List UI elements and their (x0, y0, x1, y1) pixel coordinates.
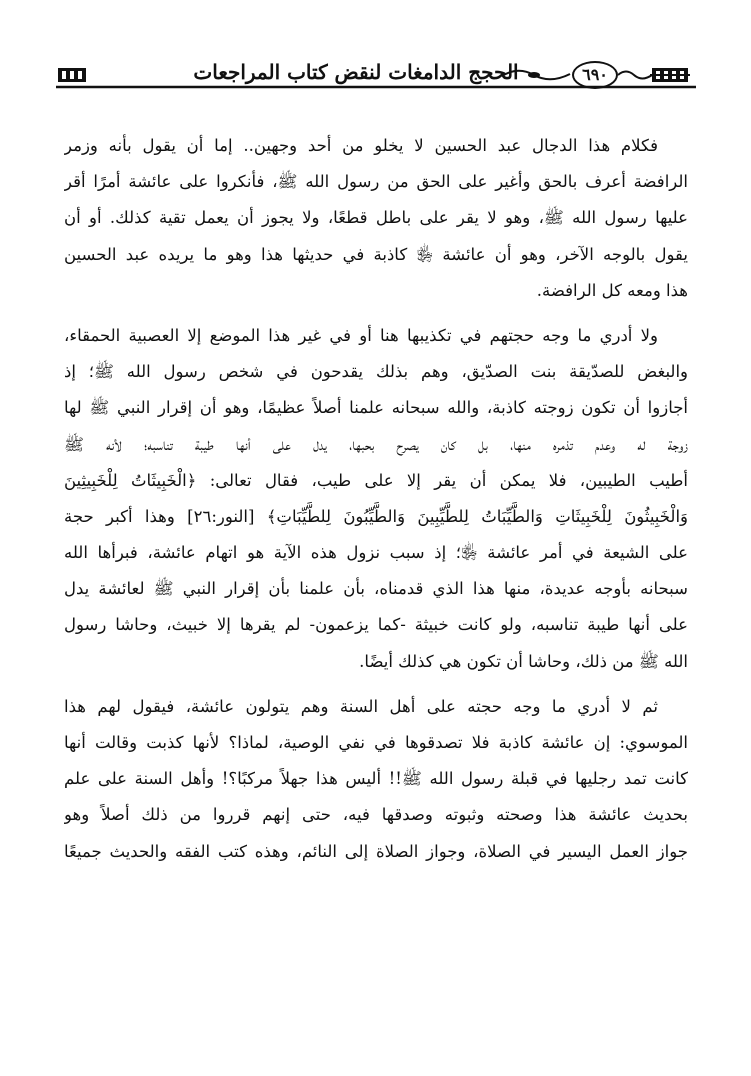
quran-verse-line: وَالْخَبِيثُونَ لِلْخَبِيثَاتِ وَالطَّيِّبَاتُ لِلطَّيِّبِينَ وَالطَّيِّبُونَ لِلطَّيِّبَاتِ﴾ [النور:٢٦] وهذا أكبر حجة (64, 506, 688, 526)
paragraph (64, 318, 688, 680)
paragraph (64, 128, 688, 309)
text-line: يقول بالوجه الآخر، وهو أن عائشة ﵂ كاذبة في حديثها هذا وهو ما يريده عبد الحسين (64, 244, 688, 264)
text-line: هذا ومعه كل الرافضة. (536, 280, 688, 300)
text-line: بحديث عائشة هذا وصحته وثبوته وصدقها فيه، حتى إنهم قرروا من ذلك أصلاً وهو (64, 805, 688, 825)
text-line: عليها رسول الله ﷺ، وهو لا يقر على باطل قطعًا، ولا يجوز أن يعمل تقية كذلك. أو أن (64, 208, 688, 228)
text-line: الموسوي: إن عائشة كاذبة فلا تصدقوها في نفي الوصية، لماذا؟ لأنها كذبت وقالت أنها (64, 733, 688, 752)
text-line: الرافضة أعرف بالحق وأغير على الحق من رسول الله ﷺ، فأنكروا على عائشة أمرًا أقر (64, 172, 688, 192)
paragraph (64, 689, 688, 870)
header-rule-right-icon (618, 66, 652, 84)
text-line: ثم لا أدري ما وجه حجته على أهل السنة وهم يتولون عائشة، فيقول لهم هذا (64, 696, 658, 716)
text-line: أطيب الطيبين، فلا يمكن أن يقر إلا على طيب، فقال تعالى: ﴿الْخَبِيثَاتُ لِلْخَبِيثِينَ (64, 470, 688, 490)
text-line: على الشيعة في أمر عائشة ﵂؛ إذ سبب نزول هذه الآية هو اتهام عائشة، فبرأها الله (64, 543, 688, 563)
page-number: ٦٩٠ (582, 65, 608, 84)
page-title: الحجج الدامغات لنقض كتاب المراجعات (193, 60, 519, 84)
text-line: الله ﷺ من ذلك، وحاشا أن تكون هي كذلك أيضًا. (359, 651, 688, 671)
page-body (64, 128, 688, 870)
text-line: كانت تمد رجليها في قبلة رسول الله ﷺ!! أليس هذا جهلاً مركبًا؟! وأهل السنة على علم (64, 769, 688, 789)
text-line: ولا أدري ما وجه حجتهم في تكذيبها هنا أو في غير هذا الموضع إلا العصبية الحمقاء، (64, 325, 658, 345)
header-underline-icon (56, 84, 696, 94)
text-line: أجازوا أن تكون زوجته كاذبة، والله سبحانه علمنا أصلاً عظيمًا، وهو أن إقرار النبي ﷺ لها (64, 398, 688, 418)
text-line: سبحانه بأوجه عديدة، منها هذا الذي قدمناه، بأن علمنا بأن إقرار النبي ﷺ لعائشة يدل (64, 579, 688, 599)
text-line: جواز العمل اليسير في الصلاة، وجواز الصلاة إلى النائم، وهذه كتب الفقه والحديث جميعًا (64, 841, 688, 861)
page-header (0, 0, 751, 100)
text-line: والبغض للصدّيقة بنت الصدّيق، وهم بذلك يقدحون في شخص رسول الله ﷺ؛ إذ (64, 362, 688, 382)
text-line: فكلام هذا الدجال عبد الحسين لا يخلو من أحد وجهين.. إما أن يقول بأنه وزمر (64, 136, 658, 155)
text-line: على أنها طيبة تناسبه، ولو كانت خبيثة -كما يزعمون- لم يقرها إلا خبيث، وحاشا رسول (64, 615, 688, 635)
text-line: زوجة له وعدم تذمره منها، بل كان يصرح بحبها، يدل على أنها طيبة تناسبه؛ لأنه ﷺ (64, 434, 688, 454)
